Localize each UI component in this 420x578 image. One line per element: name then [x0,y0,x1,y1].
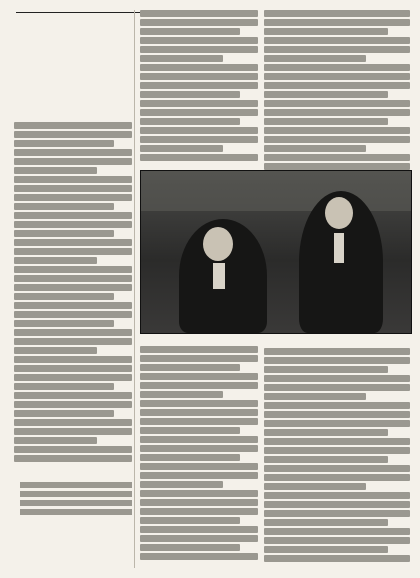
text-line [264,465,410,472]
text-line [20,491,132,497]
byline [308,562,408,572]
text-line [14,428,132,435]
person-right-shirt [334,233,344,263]
verse-quote [20,482,132,518]
text-line [264,100,410,107]
text-line [14,203,114,210]
text-line [14,212,132,219]
text-line [140,427,240,434]
text-line [264,55,366,62]
text-line [140,127,258,134]
text-line [264,519,388,526]
text-line [264,474,410,481]
text-line [264,501,410,508]
text-line [14,194,132,201]
text-line [140,445,258,452]
text-line [140,346,258,353]
text-line [264,483,366,490]
text-line [14,266,132,273]
text-line [140,463,258,470]
text-line [140,409,258,416]
text-line [140,373,258,380]
text-line [264,109,410,116]
text-line [140,544,240,551]
watermark [264,12,314,32]
text-line [264,73,410,80]
text-line [264,136,410,143]
middle-column-text-bottom [140,346,258,568]
text-line [14,356,132,363]
text-line [264,145,366,152]
text-line [14,122,132,129]
text-line [14,446,132,453]
photo-background [141,171,411,211]
text-line [14,329,132,336]
text-line [14,338,132,345]
text-line [140,73,258,80]
text-line [140,109,258,116]
text-line [20,509,132,515]
text-line [264,154,410,161]
text-line [14,248,132,255]
person-left-shirt [213,263,225,289]
text-line [14,347,97,354]
newspaper-page [8,6,412,572]
text-line [14,311,132,318]
text-line [140,91,240,98]
text-line [140,535,258,542]
text-line [140,481,223,488]
text-line [264,510,410,517]
text-line [264,438,410,445]
text-line [264,91,388,98]
text-line [14,167,97,174]
text-line [264,402,410,409]
text-line [20,500,132,506]
text-line [140,418,258,425]
text-line [140,118,240,125]
text-line [14,401,132,408]
text-line [264,37,410,44]
text-line [14,419,132,426]
text-line [14,392,132,399]
text-line [140,82,258,89]
text-line [14,374,132,381]
text-line [140,100,258,107]
text-line [264,375,410,382]
text-line [14,257,97,264]
text-line [14,275,132,282]
middle-column-text-top [140,10,258,170]
text-line [264,411,410,418]
text-line [264,366,388,373]
text-line [140,400,258,407]
text-line [140,508,258,515]
text-line [264,447,410,454]
text-line [264,420,410,427]
text-line [140,526,258,533]
text-line [14,131,132,138]
text-line [14,176,132,183]
text-line [264,384,410,391]
text-line [264,393,366,400]
text-line [264,64,410,71]
text-line [140,145,223,152]
text-line [264,82,410,89]
text-line [264,357,410,364]
photo-caption [140,334,410,346]
text-line [140,472,258,479]
text-line [14,383,114,390]
right-column-text-bottom [264,348,410,570]
text-line [14,149,132,156]
text-line [264,537,410,544]
text-line [140,499,258,506]
text-line [14,455,132,462]
text-line [140,154,258,161]
text-line [14,302,132,309]
text-line [140,37,258,44]
text-line [14,158,132,165]
text-line [14,437,97,444]
text-line [264,429,388,436]
text-line [264,492,410,499]
text-line [140,391,223,398]
text-line [14,284,132,291]
text-line [140,364,240,371]
text-line [140,490,258,497]
text-line [140,553,258,560]
text-line [140,28,240,35]
text-line [14,293,114,300]
text-line [14,185,132,192]
text-line [140,19,258,26]
text-line [140,436,258,443]
text-line [14,230,114,237]
text-line [264,46,410,53]
text-line [14,410,114,417]
text-line [20,482,132,488]
text-line [14,320,114,327]
text-line [264,456,388,463]
text-line [264,127,410,134]
text-line [14,365,132,372]
text-line [140,517,240,524]
person-right-face [325,197,353,229]
text-line [140,64,258,71]
text-line [264,555,410,562]
text-line [140,55,223,62]
text-line [140,136,258,143]
text-line [14,221,132,228]
text-line [264,528,410,535]
text-line [14,140,114,147]
photograph [140,170,412,334]
text-line [264,118,388,125]
text-line [14,239,132,246]
text-line [140,382,258,389]
text-line [264,546,388,553]
text-line [264,163,410,170]
text-line [140,10,258,17]
text-line [140,454,240,461]
text-line [264,348,410,355]
column-rule [134,10,135,568]
text-line [140,355,258,362]
text-line [140,46,258,53]
person-left-face [203,227,233,261]
